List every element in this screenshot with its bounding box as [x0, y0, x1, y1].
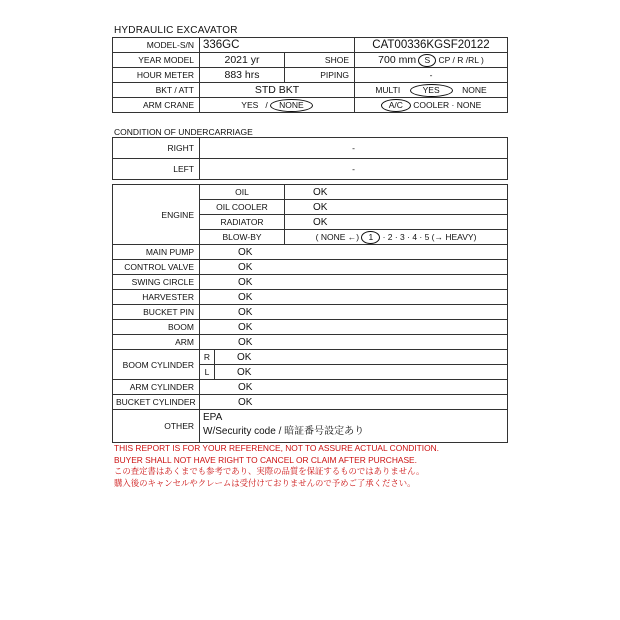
- hour-value: 883 hrs: [200, 68, 285, 83]
- spec-row-hour: [113, 68, 508, 83]
- other-line2: W/Security code / 暗証番号設定あり: [203, 426, 365, 437]
- model-value: 336GC: [200, 38, 355, 53]
- bucket-pin-value: OK: [200, 305, 508, 320]
- main-pump-label: MAIN PUMP: [113, 245, 200, 260]
- row-boom-cyl-r: [113, 350, 508, 365]
- multi-yes-selected: YES: [410, 84, 453, 97]
- arm-crane-label: ARM CRANE: [113, 98, 200, 113]
- main-pump-value: OK: [200, 245, 508, 260]
- harvester-label: HARVESTER: [113, 290, 200, 305]
- engine-label: ENGINE: [113, 185, 200, 245]
- other-cell: [200, 410, 508, 443]
- serial-value: CAT00336KGSF20122: [355, 38, 508, 53]
- control-valve-label: CONTROL VALVE: [113, 260, 200, 275]
- multi-cell: [355, 83, 508, 98]
- spec-table: [112, 37, 508, 113]
- row-main-pump: [113, 245, 508, 260]
- arm-cyl-label: ARM CYLINDER: [113, 380, 200, 395]
- boom-cyl-label: BOOM CYLINDER: [113, 350, 200, 380]
- row-bucket-pin: [113, 305, 508, 320]
- row-control-valve: [113, 260, 508, 275]
- model-sn-label: MODEL-S/N: [113, 38, 200, 53]
- left-label: LEFT: [113, 159, 200, 180]
- radiator-value: OK: [285, 215, 508, 230]
- other-line1: EPA: [203, 412, 223, 423]
- undercarriage-title: CONDITION OF UNDERCARRIAGE: [114, 127, 253, 137]
- boom-label: BOOM: [113, 320, 200, 335]
- arm-crane-none-selected: NONE: [270, 99, 313, 112]
- disclaimer-line4: 購入後のキャンセルやクレームは受付けておりませんので予めご了承ください。: [114, 477, 416, 488]
- row-other: [113, 410, 508, 443]
- bucket-cyl-value: OK: [200, 395, 508, 410]
- shoe-type-selected: S: [418, 54, 436, 67]
- spec-row-model: [113, 38, 508, 53]
- inspection-table: [112, 184, 508, 443]
- swing-circle-value: OK: [200, 275, 508, 290]
- engine-row-oil: [113, 185, 508, 200]
- boom-cyl-l-label: L: [200, 365, 215, 380]
- row-arm: [113, 335, 508, 350]
- arm-cyl-value: OK: [200, 380, 508, 395]
- disclaimer-line2: BUYER SHALL NOT HAVE RIGHT TO CANCEL OR CLAIM AFTER PURCHASE.: [114, 454, 417, 465]
- blowby-selected: 1: [361, 231, 380, 244]
- row-harvester: [113, 290, 508, 305]
- row-bucket-cyl: [113, 395, 508, 410]
- arm-crane-cell: [200, 98, 355, 113]
- oil-label: OIL: [200, 185, 285, 200]
- control-valve-value: OK: [200, 260, 508, 275]
- document-title: HYDRAULIC EXCAVATOR: [114, 25, 238, 36]
- spec-row-arm-crane: [113, 98, 508, 113]
- multi-no: NONE: [462, 84, 487, 95]
- blowby-rest: · 2 · 3 · 4 · 5 (→ HEAVY): [382, 231, 477, 242]
- disclaimer-line1: THIS REPORT IS FOR YOUR REFERENCE, NOT TO ASSURE ACTUAL CONDITION.: [114, 443, 439, 453]
- oil-cooler-label: OIL COOLER: [200, 200, 285, 215]
- bkt-att-label: BKT / ATT: [113, 83, 200, 98]
- oil-value: OK: [285, 185, 508, 200]
- disclaimer-line3: この査定書はあくまでも参考であり、実際の品質を保証するものではありません。: [114, 466, 425, 476]
- swing-circle-label: SWING CIRCLE: [113, 275, 200, 290]
- left-value: -: [200, 159, 508, 180]
- piping-value: -: [355, 68, 508, 83]
- blowby-prefix: ( NONE ←): [315, 231, 360, 242]
- spec-row-year: [113, 53, 508, 68]
- oil-cooler-value: OK: [285, 200, 508, 215]
- shoe-type-others: CP / R /RL ): [438, 54, 484, 65]
- hour-meter-label: HOUR METER: [113, 68, 200, 83]
- shoe-value: 700 mm: [378, 53, 417, 66]
- undercarriage-row-right: [113, 138, 508, 159]
- piping-label: PIPING: [285, 68, 355, 83]
- undercarriage-table: [112, 137, 508, 180]
- multi-label: MULTI: [375, 84, 401, 95]
- arm-crane-sep: /: [265, 99, 268, 110]
- shoe-cell: [355, 53, 508, 68]
- other-label: OTHER: [113, 410, 200, 443]
- boom-cyl-r-value: OK: [215, 350, 508, 365]
- harvester-value: OK: [200, 290, 508, 305]
- row-swing-circle: [113, 275, 508, 290]
- bucket-cyl-label: BUCKET CYLINDER: [113, 395, 200, 410]
- blowby-scale: [285, 230, 508, 245]
- undercarriage-row-left: [113, 159, 508, 180]
- ac-cell: [355, 98, 508, 113]
- right-value: -: [200, 138, 508, 159]
- blowby-label: BLOW-BY: [200, 230, 285, 245]
- disclaimer: [114, 443, 439, 489]
- bkt-value: STD BKT: [200, 83, 355, 98]
- boom-value: OK: [200, 320, 508, 335]
- year-model-label: YEAR MODEL: [113, 53, 200, 68]
- radiator-label: RADIATOR: [200, 215, 285, 230]
- boom-cyl-r-label: R: [200, 350, 215, 365]
- arm-label: ARM: [113, 335, 200, 350]
- spec-row-bkt: [113, 83, 508, 98]
- shoe-label: SHOE: [285, 53, 355, 68]
- ac-selected: A/C: [381, 99, 411, 112]
- boom-cyl-l-value: OK: [215, 365, 508, 380]
- arm-crane-yes: YES: [241, 99, 259, 110]
- arm-value: OK: [200, 335, 508, 350]
- row-arm-cyl: [113, 380, 508, 395]
- year-value: 2021 yr: [200, 53, 285, 68]
- row-boom: [113, 320, 508, 335]
- bucket-pin-label: BUCKET PIN: [113, 305, 200, 320]
- ac-others: COOLER · NONE: [413, 99, 482, 110]
- right-label: RIGHT: [113, 138, 200, 159]
